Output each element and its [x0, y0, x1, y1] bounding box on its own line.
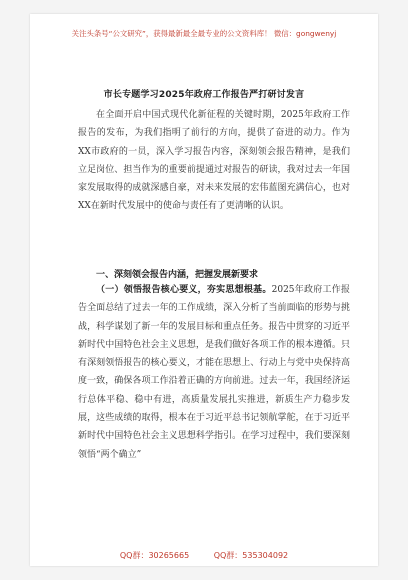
document-page	[30, 14, 378, 566]
footer-qq-group-2: QQ群：535304092	[213, 551, 289, 560]
paragraph-body: 2025年政府工作报告全面总结了过去一年的工作成绩，深入分析了当前面临的形势与挑战，科学谋划了新一年的发展目标和重点任务。报告中贯穿的习近平新时代中国特色社会主义思想，是我们做好各项工作的根本遵循。只有深刻领悟报告的核心要义，才能在思想上、行动上与党中央保持高度一致，确保各项工作沿着正确的方向前进。过去一年，我国经济运行总体平稳、稳中有进，高质量发展扎实推进，新质生产力稳步发展，这些成绩的取得，根本在于习近平总书记领航掌舵，在于习近平新时代中国特色社会主义思想科学指引。在学习过程中，我们要深刻领悟“两个确立”	[78, 285, 350, 460]
footer-qq-group-1: QQ群：30265665	[119, 551, 190, 560]
paragraph-section-1-1	[78, 281, 350, 464]
paragraph-lead: （一）领悟报告核心要义，夯实思想根基。	[96, 285, 272, 295]
header-promo-note: 关注头条号“公文研究”，获得最新最全最专业的公文资料库！ 微信：gongwenyj	[71, 29, 337, 38]
document-title: 市长专题学习2025年政府工作报告严打研讨发言	[103, 90, 305, 100]
section-heading-1: 一、深刻领会报告内涵，把握发展新要求	[96, 270, 259, 280]
paragraph-intro: 在全面开启中国式现代化新征程的关键时期，2025年政府工作报告的发布，为我们指明了前行的方向，提供了奋进的动力。作为XX市政府的一员，深入学习报告内容，深刻领会报告精神，是我们立足岗位、担当作为的重要前提通过对报告的研读，我对过去一年国家发展取得的成就深感自豪，对未来发展的宏伟蓝图充满信心，也对XX在新时代发展中的使命与责任有了更清晰的认识。	[78, 110, 350, 212]
footer-contact	[30, 550, 378, 561]
